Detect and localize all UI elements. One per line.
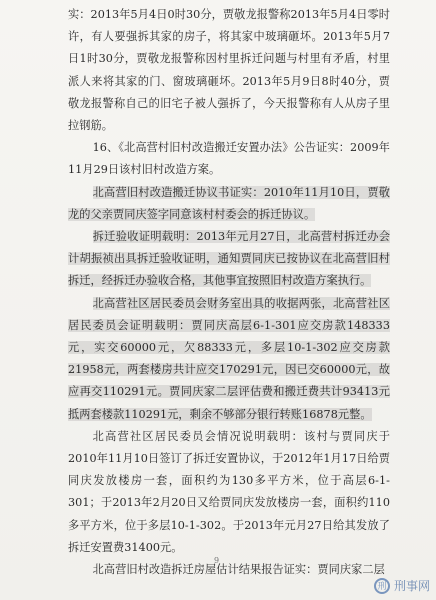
paragraph-3: 北高营旧村改造搬迁协议书证实：2010年11月10日，贾敬龙的父亲贾同庆签字同意该村村委会的拆迁协议。: [68, 185, 390, 221]
paragraph-5: 北高营社区居民委员会财务室出具的收据两张，北高营社区居民委员会证明载明：贾同庆高层6-1-301应交房款148333元，实交60000元，欠88333元，多层10-1-302应交房款21958元，两套楼房共计应交170291元，因已交60000元，故应再交110291元。贾同庆家二层评估费和搬迁费共计93413元抵两套楼款110291元，剩余不够部分银行转账16878元整。: [68, 296, 390, 421]
paragraph-2: 16、《北高营村旧村改造搬迁安置办法》公告证实：2009年11月29日该村旧村改造方案。: [68, 141, 390, 177]
body-text: [68, 4, 390, 581]
paragraph-7: 北高营旧村改造拆迁房屋估计结果报告证实：贾同庆家二层: [92, 563, 385, 577]
watermark: [374, 577, 430, 594]
paragraph-4: 拆迁验收证明载明：2013年元月27日，北高营村拆迁办会计胡振祯出具拆迁验收证明，通知贾同庆已按协议在北高营旧村拆迁，经拆迁办验收合格，其他事宜按照旧村改造方案执行。: [68, 230, 390, 288]
watermark-text: 刑事网: [393, 579, 430, 593]
paragraph-1: 实：2013年5月4日0时30分，贾敬龙报警称2013年5月4日零时许，有人要强拆其家的房子，将其家中玻璃砸坏。2013年5月7日1时30分，贾敬龙报警称因村里拆迁问题与村里有矛盾，村里派人来将其家的门、窗玻璃砸坏。2013年5月9日8时40分，贾敬龙报警称自己的旧宅子被人强拆了，今天报警称有人从房子里拉钢筋。: [68, 8, 390, 133]
paragraph-6: 北高营社区居民委员会情况说明载明：该村与贾同庆于2010年11月10日签订了拆迁安置协议，于2012年1月17日给贾同庆发放楼房一套，面积约为130多平方米，位于高层6-1-301；于2013年2月20日又给贾同庆发放楼房一套，面积约110多平方米，位于多层10-1-302。于2013年元月27日给其发放了拆迁安置费31400元。: [68, 429, 390, 554]
watermark-logo-icon: 刑: [374, 578, 390, 594]
page-number: 9: [214, 556, 220, 565]
